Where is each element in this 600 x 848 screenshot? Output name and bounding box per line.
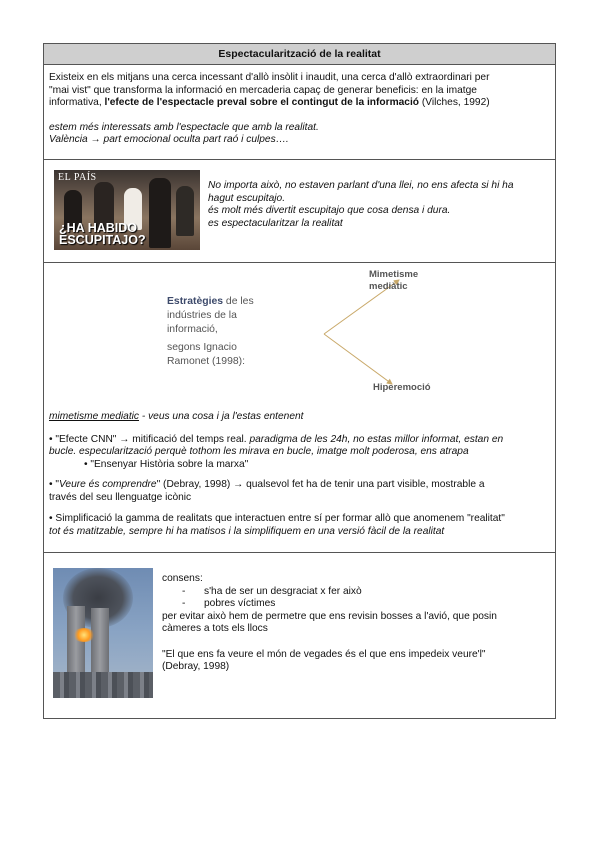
- strategies-line-2: indústries de la: [167, 310, 237, 321]
- consens-item-2-text: pobres víctimes: [204, 598, 276, 609]
- mimetisme-note: [49, 411, 549, 424]
- dash-1: -: [182, 585, 186, 597]
- arrow-down: [324, 334, 392, 384]
- consens-text: [162, 573, 547, 674]
- comment-line-2: hagut escupitajo.: [208, 192, 286, 204]
- cnn-italic: paradigma de les 24h, no estas millor informat, estan en: [249, 433, 504, 445]
- intro-note-1: estem més interessats amb l'espectacle que amb la realitat.: [49, 121, 319, 133]
- comment-line-4: es espectacularitzar la realitat: [208, 217, 343, 229]
- headline-line-1: ¿HA HABIDO: [59, 221, 138, 235]
- cnn-text: • "Efecte CNN" → mitificació del temps real.: [49, 433, 250, 445]
- strategies-line-5: Ramonet (1998):: [167, 356, 245, 367]
- debray-quote: "El que ens fa veure el món de vegades és el que ens impedeix veure'l": [162, 648, 486, 660]
- consens-line-3: per evitar això hem de permetre que ens revisin bosses a l'avió, que posin: [162, 610, 497, 622]
- newspaper-headline: [59, 222, 146, 246]
- intro-line-3a: informativa,: [49, 97, 105, 108]
- strategies-line-1: [167, 295, 254, 309]
- strategies-rest: de les: [223, 296, 254, 307]
- intro-line-3: [49, 97, 550, 110]
- mimetisme-term: mimetisme mediatic: [49, 411, 140, 422]
- strategies-line-3: informació,: [167, 324, 218, 335]
- veure-rest: " (Debray, 1998) → qualsevol fet ha de tenir una part visible, mostrable a: [156, 479, 485, 490]
- intro-line-1: Existeix en els mitjans una cerca incessant d'allò insòlit i inaudit, una cerca d'allò extraordinari per: [49, 72, 490, 83]
- branch-hiperemocio: Hiperemoció: [373, 382, 431, 393]
- consens-item-1-text: s'ha de ser un desgraciat x fer això: [204, 585, 362, 597]
- cnn-point: [49, 434, 549, 447]
- consens-title: consens:: [162, 573, 203, 584]
- newspaper-photo: [54, 170, 200, 250]
- strategies-bold: Estratègies: [167, 296, 224, 307]
- escupitajo-comment: [208, 180, 538, 230]
- branch-mimetisme: [369, 269, 418, 293]
- intro-note-2: València → part emocional oculta part raó i culpes….: [49, 134, 289, 145]
- headline-line-2: ESCUPITAJO?: [59, 233, 146, 247]
- veure-quote: Veure és comprendre: [59, 479, 157, 490]
- consens-line-4: càmeres a tots els llocs: [162, 623, 268, 634]
- cnn-italic-2: bucle. especularització perquè tothom les mirava en bucle, imatge molt poderosa, ens atrapa: [49, 446, 469, 457]
- cnn-subpoint: • "Ensenyar Història sobre la marxa": [84, 458, 249, 470]
- strategies-notes: [49, 411, 549, 538]
- mimetisme-rest: - veus una cosa i ja l'estas entenent: [139, 411, 304, 422]
- dash-2: -: [182, 598, 186, 609]
- strategies-section: [44, 263, 555, 553]
- intro-paragraph: [49, 72, 550, 110]
- consens-item-1: [162, 586, 547, 599]
- veure-point: [49, 479, 549, 492]
- simplificacio-point: • Simplificació la gamma de realitats que interactuen entre sí per formar allò que anomenem "realitat": [49, 513, 505, 524]
- strategies-label: [167, 295, 254, 369]
- veure-line-2: través del seu llenguatge icònic: [49, 491, 192, 503]
- consens-item-2: [162, 598, 547, 611]
- intro-section: [44, 65, 555, 160]
- simplificacio-italic: tot és matitzable, sempre hi ha matisos i la simplifiquem en una versió fàcil de la realitat: [49, 525, 445, 537]
- comment-line-1: No importa això, no estaven parlant d'una llei, no ens afecta si hi ha: [208, 180, 514, 191]
- newspaper-masthead: EL PAÍS: [58, 172, 97, 183]
- escupitajo-section: [44, 160, 555, 263]
- branch-mimetisme-line-2: mediàtic: [369, 281, 408, 292]
- veure-open: • ": [49, 479, 60, 490]
- intro-citation: (Vilches, 1992): [419, 97, 490, 108]
- branch-arrows: [274, 277, 404, 397]
- intro-line-2: "mai vist" que transforma la informació en mercaderia capaç de generar beneficis: en la imatge: [49, 84, 477, 96]
- table-header: Espectacularització de la realitat: [44, 44, 555, 65]
- comment-line-3: és molt més divertit escupitajo que cosa densa i dura.: [208, 205, 451, 216]
- intro-bold-phrase: l'efecte de l'espectacle preval sobre el contingut de la informació: [104, 97, 420, 108]
- branch-mimetisme-line-1: Mimetisme: [369, 269, 419, 280]
- debray-citation: (Debray, 1998): [162, 661, 230, 672]
- strategies-line-4: segons Ignacio: [167, 342, 237, 353]
- consens-section: [44, 553, 555, 718]
- twin-towers-photo: [53, 568, 153, 698]
- intro-notes: [49, 122, 550, 147]
- notes-table: [43, 43, 556, 719]
